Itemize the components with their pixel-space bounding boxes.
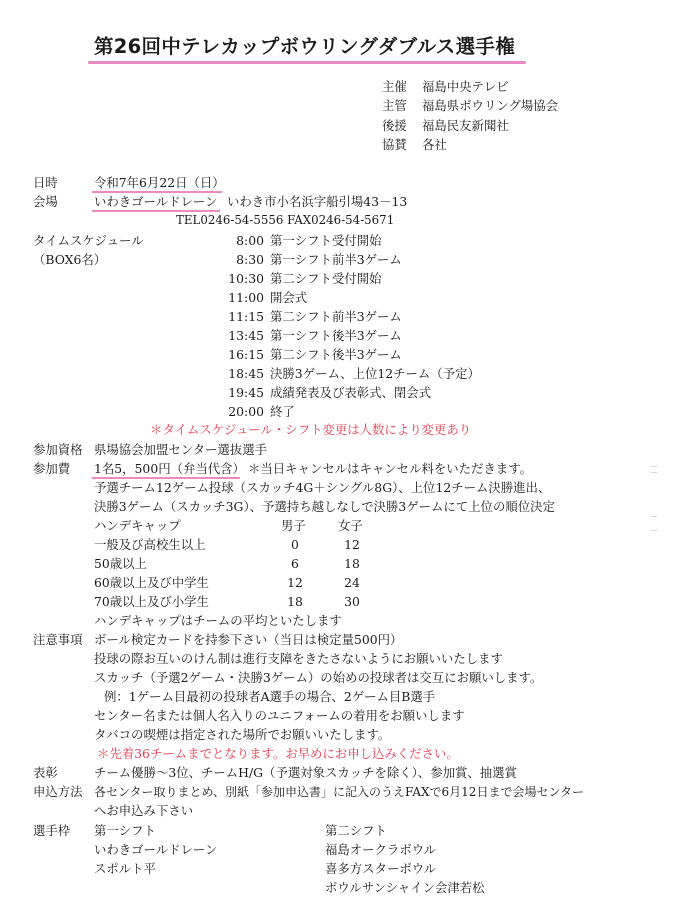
shift1-title: 第一シフト: [94, 823, 156, 838]
format-line: 予選チーム12ゲーム投球（スカッチ4G＋シングル8G）、上位12チーム決勝進出、: [94, 480, 551, 495]
scan-speck: [651, 466, 657, 467]
handicap-female: 12: [344, 537, 360, 552]
application-line: 各センター取りまとめ、別紙「参加申込書」に記入のうえFAXで6月12日まで会場センター: [94, 785, 584, 799]
notes-line: センター名または個人名入りのユニフォームの着用をお願いします: [94, 708, 465, 723]
shift2-title: 第二シフト: [325, 823, 387, 838]
shift2-center: 喜多方スターボウル: [325, 861, 437, 876]
organizer-role: 協賛: [382, 137, 407, 152]
handicap-female: 18: [344, 556, 360, 571]
organizer-name: 各社: [422, 137, 447, 152]
schedule-time: 19:45: [228, 385, 264, 400]
venue-address: いわき市小名浜字船引場43－13: [227, 194, 408, 209]
notes-line: 投球の際お互いのけん制は進行支障をきたさないようにお願いいたします: [94, 651, 503, 666]
qualification-label: 参加資格: [33, 442, 83, 457]
slots-label: 選手枠: [33, 823, 71, 838]
schedule-label: タイムスケジュール: [33, 233, 144, 248]
shift2-center: ボウルサンシャイン会津若松: [325, 880, 485, 895]
scan-speck: [651, 472, 657, 473]
handicap-female: 24: [344, 575, 360, 590]
schedule-time: 8:00: [236, 233, 264, 248]
schedule-time: 16:15: [228, 347, 264, 362]
schedule-time: 11:15: [228, 309, 264, 324]
scan-speck: [651, 530, 657, 531]
notes-line: スカッチ（予選2ゲーム・決勝3ゲーム）の始めの投球者は交互にお願いします。: [94, 670, 543, 685]
handicap-category: 一般及び高校生以上: [94, 537, 206, 552]
date-label: 日時: [33, 175, 58, 190]
organizer-name: 福島中央テレビ: [422, 79, 509, 94]
organizer-role: 主管: [382, 98, 407, 113]
handicap-title: ハンデキャップ: [94, 518, 181, 533]
page-title: 第26回中テレカップボウリングダブルス選手権: [94, 35, 516, 58]
awards-value: チーム優勝～3位、チームH/G（予選対象スカッチを除く）、参加賞、抽選賞: [94, 765, 517, 780]
handicap-col-female: 女子: [338, 518, 363, 533]
schedule-event: 決勝3ゲーム、上位12チーム（予定）: [270, 366, 480, 381]
awards-label: 表彰: [33, 765, 58, 780]
fee-note: ＊当日キャンセルはキャンセル料をいただきます。: [248, 461, 532, 476]
handicap-male: 6: [291, 556, 299, 571]
notes-label: 注意事項: [33, 632, 83, 647]
fee-underline: [92, 477, 240, 479]
venue-contact: TEL0246-54-5556 FAX0246-54-5671: [176, 213, 395, 227]
schedule-event: 第一シフト後半3ゲーム: [270, 328, 402, 343]
schedule-event: 成績発表及び表彰式、閉会式: [270, 385, 432, 400]
title-underline: [88, 61, 526, 64]
notes-line: ボール検定カードを持参下さい（当日は検定量500円）: [94, 632, 403, 647]
handicap-col-male: 男子: [281, 518, 306, 533]
scan-speck: [651, 516, 657, 517]
qualification-value: 県場協会加盟センター選抜選手: [94, 442, 267, 457]
schedule-event: 開会式: [270, 290, 308, 305]
schedule-time: 11:00: [228, 290, 264, 305]
shift1-center: いわきゴールドレーン: [94, 842, 218, 857]
fee-value: 1名5，500円（弁当代含）: [94, 461, 245, 476]
venue-underline: [92, 210, 220, 212]
fee-label: 参加費: [33, 461, 71, 476]
schedule-event: 第二シフト後半3ゲーム: [270, 347, 402, 362]
application-label: 申込方法: [33, 784, 83, 799]
date-underline: [92, 191, 222, 193]
schedule-sublabel: （BOX6名）: [33, 252, 107, 267]
handicap-category: 70歳以上及び小学生: [94, 594, 209, 609]
handicap-category: 50歳以上: [94, 556, 147, 571]
schedule-time: 8:30: [236, 252, 264, 267]
shift2-center: 福島オークラボウル: [325, 842, 437, 857]
organizer-name: 福島民友新聞社: [422, 118, 509, 133]
schedule-time: 10:30: [228, 271, 264, 286]
application-line: へお申込み下さい: [94, 803, 194, 818]
schedule-event: 第二シフト前半3ゲーム: [270, 309, 402, 324]
shift1-center: スポルト平: [94, 861, 156, 876]
schedule-event: 第二シフト受付開始: [270, 271, 382, 286]
organizer-role: 主催: [382, 79, 407, 94]
notes-red-line: ＊先着36チームまでとなります。お早めにお申し込みください。: [97, 746, 459, 761]
venue-label: 会場: [33, 194, 58, 209]
schedule-event: 第一シフト受付開始: [270, 233, 382, 248]
schedule-time: 20:00: [228, 404, 264, 419]
schedule-time: 18:45: [228, 366, 264, 381]
schedule-event: 第一シフト前半3ゲーム: [270, 252, 402, 267]
organizer-role: 後援: [382, 118, 407, 133]
format-line: 決勝3ゲーム（スカッチ3G）、予選持ち越しなしで決勝3ゲームにて上位の順位決定: [94, 499, 555, 514]
notes-line: タバコの喫煙は指定された場所でお願いいたします。: [94, 727, 391, 742]
handicap-female: 30: [344, 594, 360, 609]
handicap-male: 12: [287, 575, 303, 590]
handicap-category: 60歳以上及び中学生: [94, 575, 209, 590]
venue-name: いわきゴールドレーン: [94, 194, 218, 209]
date-value: 令和7年6月22日（日）: [94, 175, 225, 190]
notes-line: 例：1ゲーム目最初の投球者A選手の場合、2ゲーム目B選手: [104, 689, 436, 704]
handicap-note: ハンデキャップはチームの平均といたします: [94, 613, 342, 628]
schedule-note: ＊タイムスケジュール・シフト変更は人数により変更あり: [150, 422, 472, 437]
handicap-male: 0: [291, 537, 299, 552]
schedule-event: 終了: [270, 404, 295, 419]
handicap-male: 18: [287, 594, 303, 609]
organizer-name: 福島県ボウリング場協会: [422, 98, 559, 113]
schedule-time: 13:45: [228, 328, 264, 343]
